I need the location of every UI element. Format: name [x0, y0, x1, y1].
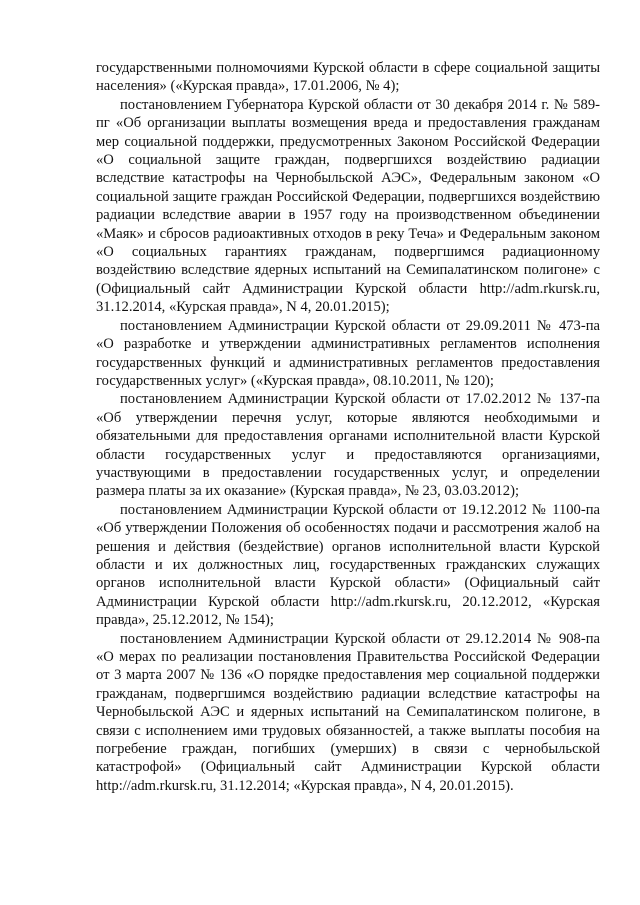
paragraph-resolution-137: постановлением Администрации Курской области от 17.02.2012 № 137-па «Об утверждении перечня услуг, которые являются необходимыми и обязательными для предоставления органами исполнительной власти Курской области государственных услуг и предоставляются организациями, участвующими в предоставлении государственных услуг, и определении размера платы за их оказание» (Курская правда», № 23, 03.03.2012);: [96, 391, 600, 500]
document-page: [96, 59, 600, 795]
paragraph-governor-resolution-589: постановлением Губернатора Курской области от 30 декабря 2014 г. № 589-пг «Об организации выплаты возмещения вреда и предоставления гражданам мер социальной поддержки, предусмотренных Законом Российской Федерации «О социальной защите граждан, подвергшихся воздействию радиации вследствие катастрофы на Чернобыльской АЭС», Федеральным законом «О социальной защите граждан Российской Федерации, подвергшихся воздействию радиации вследствие аварии в 1957 году на производственном объединении «Маяк» и сбросов радиоактивных отходов в реку Теча» и Федеральным законом «О социальных гарантиях гражданам, подвергшимся радиационному воздействию вследствие ядерных испытаний на Семипалатинском полигоне» с (Официальный сайт Администрации Курской области http://adm.rkursk.ru, 31.12.2014, «Курская правда», N 4, 20.01.2015);: [96, 96, 600, 316]
paragraph-continuation: государственными полномочиями Курской области в сфере социальной защиты населения» («Курская правда», 17.01.2006, № 4);: [96, 60, 600, 95]
paragraph-resolution-473: постановлением Администрации Курской области от 29.09.2011 № 473-па «О разработке и утверждении административных регламентов исполнения государственных функций и административных регламентов предоставления государственных услуг» («Курская правда», 08.10.2011, № 120);: [96, 317, 600, 389]
paragraph-resolution-1100: постановлением Администрации Курской области от 19.12.2012 № 1100-па «Об утверждении Положения об особенностях подачи и рассмотрения жалоб на решения и действия (бездействие) органов исполнительной власти Курской области и их должностных лиц, государственных гражданских служащих органов исполнительной власти Курской области» (Официальный сайт Администрации Курской области http://adm.rkursk.ru, 20.12.2012, «Курская правда», 25.12.2012, № 154);: [96, 501, 600, 629]
paragraph-resolution-908: постановлением Администрации Курской области от 29.12.2014 № 908-па «О мерах по реализации постановления Правительства Российской Федерации от 3 марта 2007 № 136 «О порядке предоставления мер социальной поддержки гражданам, подвергшимся воздействию радиации вследствие катастрофы на Чернобыльской АЭС и ядерных испытаний на Семипалатинском полигоне, в связи с исполнением ими трудовых обязанностей, а также выплаты пособия на погребение граждан, погибших (умерших) в связи с чернобыльской катастрофой» (Официальный сайт Администрации Курской области http://adm.rkursk.ru, 31.12.2014; «Курская правда», N 4, 20.01.2015).: [96, 630, 600, 794]
